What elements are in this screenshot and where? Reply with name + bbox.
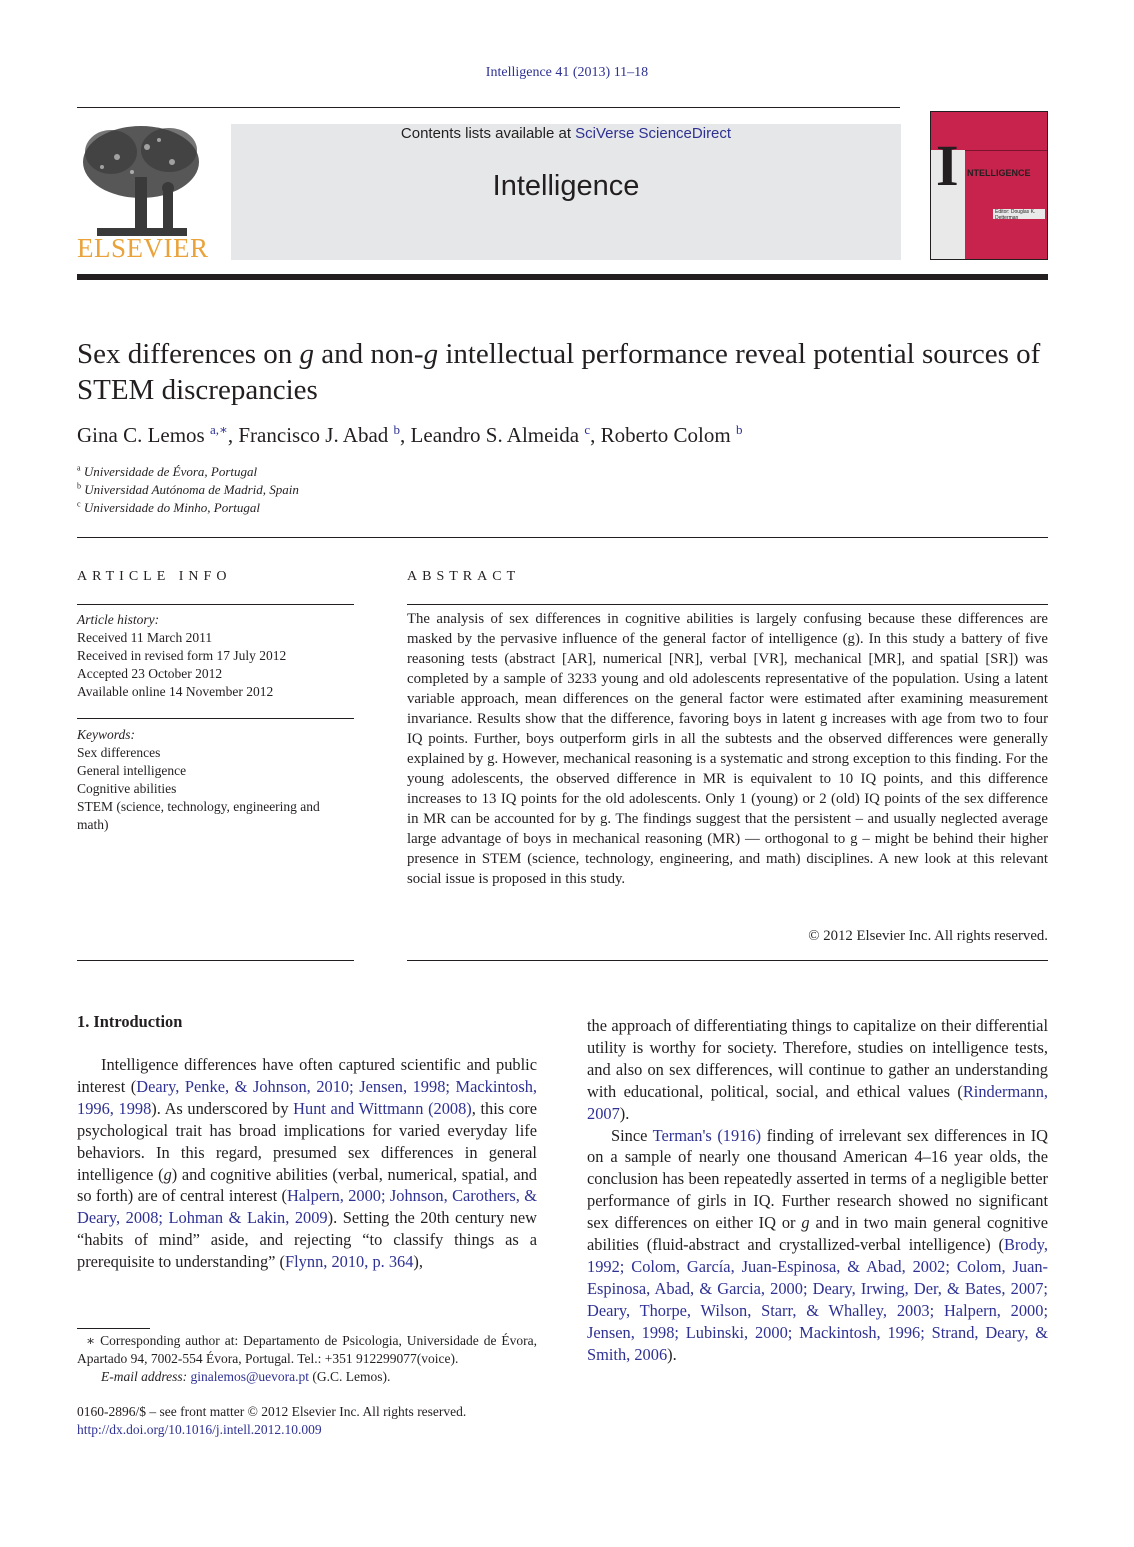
- journal-citation-link[interactable]: Intelligence 41 (2013) 11–18: [485, 65, 649, 80]
- paragraph-text: finding of irrelevant sex differences in IQ on a sample of nearly one thousand American 4–16 year olds, the conclusion has been repeatedly asserted in terms of a negligible better performance of girls in IQ. Further research showed no significant sex differences on either IQ or: [587, 1125, 1048, 1233]
- journal-banner: [231, 124, 901, 260]
- italic-symbol: g: [801, 1213, 810, 1233]
- history-item: Received in revised form 17 July 2012: [77, 648, 287, 663]
- citation-link[interactable]: Hunt and Wittmann (2008): [293, 1098, 472, 1118]
- article-title: Sex differences on g and non-g intellectual performance reveal potential sources of STEM discrepancies: [77, 338, 1041, 406]
- abstract-text: The analysis of sex differences in cognitive abilities is largely confusing because these differences are masked by the pervasive influence of the general factor of intelligence (g). In this study a battery of five reasoning tests (abstract [AR], numerical [NR], verbal [VR], mechanical [MR], and spatial [SR]) was completed by a sample of 3233 young and old adolescents representative of the population. Using a latent variable approach, mean differences on the general factor were estimated after examining measurement invariance. Results show that the difference, favoring boys in latent g increases with age from two to four IQ points. Further, boys outperform girls in all the subtests and the observed differences were generally explained by g. However, mechanical reasoning is a systematic and strong exception to this finding. For the young adolescents, the observed difference in MR is equivalent to 10 IQ points, and this difference increases to 13 IQ points for the old adolescents. Only 1 (young) or 2 (old) IQ points of the sex difference in MR can be accounted for by g. The findings suggest that the persistent – and usually neglected average large advantage of boys in mechanical reasoning (MR) — orthogonal to g – might be behind their higher presence in STEM (science, technology, engineering, and math) disciplines. A new look at this relevant social issue is proposed in this study.: [407, 611, 1048, 887]
- divider: [407, 604, 1048, 605]
- divider: [77, 604, 354, 605]
- cover-title: NTELLIGENCE: [967, 168, 1031, 178]
- issn-block: [77, 1403, 537, 1439]
- elsevier-logo: [77, 122, 209, 264]
- affiliation: $^c$ Universidade do Minho, Portugal: [77, 499, 261, 515]
- article-info-heading: ARTICLE INFO: [77, 569, 232, 584]
- keyword: General intelligence: [77, 763, 187, 778]
- issn-line: 0160-2896/$ – see front matter © 2012 Elsevier Inc. All rights reserved.: [77, 1404, 467, 1419]
- divider: [77, 718, 354, 719]
- divider: [407, 960, 1048, 961]
- history-item: Available online 14 November 2012: [77, 684, 274, 699]
- paragraph-text: ),: [413, 1252, 423, 1272]
- body-column-right: [587, 1015, 1048, 1366]
- journal-cover-image[interactable]: [930, 111, 1048, 260]
- paragraph-text: ).: [619, 1103, 630, 1123]
- sciencedirect-link[interactable]: SciVerse ScienceDirect: [575, 125, 732, 142]
- cover-editor: Editor: Douglas K. Detterman: [993, 209, 1045, 219]
- paragraph-text: ).: [667, 1344, 677, 1364]
- body-column-left: [77, 1054, 537, 1273]
- header-thick-rule: [77, 274, 1048, 280]
- header-rule: [77, 107, 900, 108]
- italic-symbol: g: [163, 1164, 172, 1184]
- author-list: [77, 423, 742, 448]
- paragraph-text: ). As underscored by: [151, 1098, 294, 1118]
- paragraph-text: Since: [611, 1125, 653, 1145]
- section-heading: 1. Introduction: [77, 1012, 183, 1031]
- citation-link[interactable]: Brody, 1992; Colom, García, Juan-Espinosa, & Abad, 2002; Colom, Juan-Espinosa, Abad, & Garcia, 2000; Deary, Irwing, Der, & Bates, 2007; Deary, Thorpe, Wilson, Starr, & Whalley, 2003; Halpern, 2000; Jensen, 1998; Lubinski, 2000; Mackintosh, 1996; Strand, Deary, & Smith, 2006: [587, 1235, 1048, 1364]
- abstract-copyright: © 2012 Elsevier Inc. All rights reserved.: [808, 928, 1048, 944]
- paragraph: [587, 1015, 1048, 1125]
- email-owner: (G.C. Lemos).: [309, 1369, 391, 1384]
- keyword: Sex differences: [77, 745, 161, 760]
- author-affiliation-mark[interactable]: b: [735, 422, 743, 437]
- citation-link[interactable]: Flynn, 2010, p. 364: [285, 1252, 414, 1272]
- elsevier-tree-icon: [77, 122, 205, 240]
- contents-prefix: Contents lists available at: [400, 125, 576, 142]
- author-name: , Roberto Colom: [590, 423, 736, 447]
- doi-link[interactable]: http://dx.doi.org/10.1016/j.intell.2012.10.009: [77, 1422, 322, 1437]
- paragraph-text: Intelligence differences have often captured scientific and public interest (: [77, 1055, 537, 1096]
- history-label: Article history:: [77, 612, 160, 627]
- email-label: E-mail address:: [101, 1369, 191, 1384]
- paragraph: [587, 1125, 1048, 1366]
- abstract-heading: ABSTRACT: [407, 569, 521, 584]
- article-history: [77, 611, 354, 701]
- elsevier-wordmark: ELSEVIER: [77, 233, 209, 263]
- journal-name: Intelligence: [492, 170, 640, 202]
- author-affiliation-mark[interactable]: a,∗: [209, 422, 228, 437]
- citation-link[interactable]: Rindermann, 2007: [587, 1081, 1048, 1123]
- keywords-label: Keywords:: [77, 727, 135, 742]
- email-link[interactable]: ginalemos@uevora.pt: [190, 1369, 310, 1384]
- author-name: , Leandro S. Almeida: [400, 423, 585, 447]
- paragraph-text: the approach of differentiating things to capitalize on their differential utility is worthy for society. Therefore, studies on intelligence tests, and also on sex differences, will continue to gather an understanding with educational, political, social, and ethical values (: [587, 1016, 1048, 1101]
- corresponding-author-footnote: [77, 1332, 537, 1386]
- citation-link[interactable]: Terman's (1916): [652, 1125, 762, 1145]
- author-affiliation-mark[interactable]: b: [393, 422, 401, 437]
- paragraph-text: ) and cognitive abilities (verbal, numerical, spatial, and so forth) are of central interest (: [77, 1164, 537, 1206]
- author-name: Gina C. Lemos: [77, 423, 210, 447]
- paragraph: [77, 1054, 537, 1273]
- keywords: [77, 726, 354, 834]
- footnote-rule: [77, 1328, 150, 1329]
- history-item: Received 11 March 2011: [77, 630, 213, 645]
- affiliation: $^b$ Universidad Autónoma de Madrid, Spain: [77, 481, 299, 497]
- keyword: Cognitive abilities: [77, 781, 177, 796]
- author-name: , Francisco J. Abad: [227, 423, 394, 447]
- divider: [77, 537, 1048, 538]
- citation-link[interactable]: Halpern, 2000; Johnson, Carothers, & Deary, 2008; Lohman & Lakin, 2009: [77, 1186, 538, 1228]
- divider: [77, 960, 354, 961]
- paragraph-text: , this core psychological trait has broad implications for varied everyday life behaviors. In this regard, presumed sex differences in general intelligence (: [77, 1098, 538, 1184]
- author-affiliation-mark[interactable]: c: [584, 422, 591, 437]
- citation-link[interactable]: Deary, Penke, & Johnson, 2010; Jensen, 1998; Mackintosh, 1996, 1998: [77, 1076, 537, 1118]
- contents-line: [231, 125, 901, 142]
- footnote-mark: ∗: [86, 1333, 96, 1348]
- history-item: Accepted 23 October 2012: [77, 666, 223, 681]
- affiliation: $^a$ Universidade de Évora, Portugal: [77, 463, 258, 479]
- paragraph-text: and in two main general cognitive abilities (fluid-abstract and crystallized-verbal intelligence) (: [587, 1213, 1048, 1255]
- paragraph-text: ). Setting the 20th century new “habits of mind” aside, and rejecting “to classify things as a prerequisite to understanding” (: [77, 1208, 537, 1272]
- keyword: STEM (science, technology, engineering and math): [77, 799, 320, 832]
- footnote-text: Corresponding author at: Departamento de Psicologia, Universidade de Évora, Apartado 94, 7002-554 Évora, Portugal. Tel.: +351 912299077(voice).: [77, 1333, 537, 1366]
- cover-letter: I: [936, 133, 959, 198]
